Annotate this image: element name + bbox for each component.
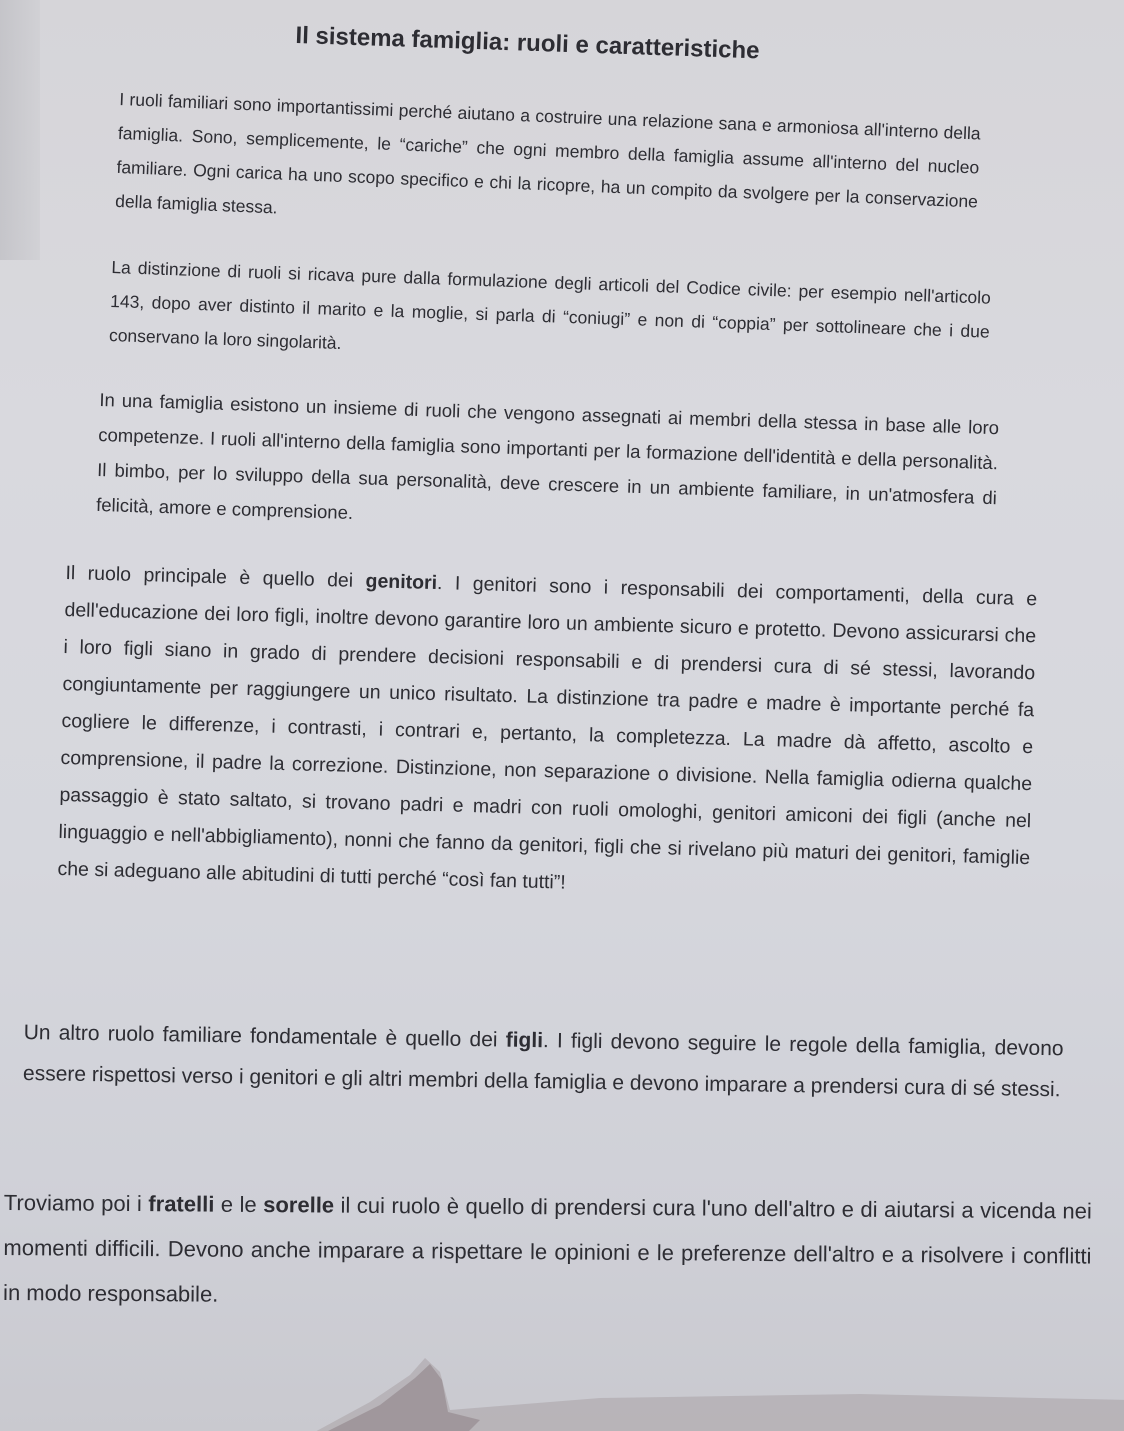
hand-shadow-graphic <box>300 1350 1124 1431</box>
page-edge-shadow <box>0 0 40 260</box>
keyword-genitori: genitori <box>365 570 438 595</box>
paragraph-genitori <box>57 555 1038 914</box>
paragraph-codice-civile: La distinzione di ruoli si ricava pure dalla formulazione degli articoli del Codice civile: per esempio nell'articolo 143, dopo aver distinto il marito e la moglie, si parla di “coniugi” e non di “coppia” per sottolineare che i due conservano la loro singolarità. <box>108 256 992 354</box>
paragraph-text: Un altro ruolo familiare fondamentale è quello dei <box>23 1020 506 1052</box>
paragraph-insieme-di-ruoli: In una famiglia esistono un insieme di ruoli che vengono assegnati ai membri della stessa in base alle loro competenze. I ruoli all'interno della famiglia sono importanti per la formazione dell'identità e della personalità. Il bimbo, per lo sviluppo della sua personalità, deve crescere in un ambiente familiare, in un'atmosfera di felicità, amore e comprensione. <box>95 388 1000 524</box>
paragraph-fratelli-sorelle <box>3 1180 1092 1324</box>
paragraph-text: Il ruolo principale è quello dei <box>65 561 366 593</box>
paragraph-text: Troviamo poi i <box>3 1189 149 1217</box>
paragraph-text: e le <box>214 1191 264 1218</box>
keyword-sorelle: sorelle <box>263 1192 335 1218</box>
paragraph-text: . I genitori sono i responsabili dei comportamenti, della cura e dell'educazione dei loro figli, inoltre devono garantire loro un ambiente sicuro e protetto. Devono assicurarsi che i loro figli siano in grado di prendere decisioni responsabili e di prendersi cura di sé stessi, lavorando congiuntamente per raggiungere un unico risultato. La distinzione tra padre e madre è importante perché fa cogliere le differenze, i contrasti, i contrari e, pertanto, la completezza. La madre dà affetto, ascolto e comprensione, il padre la correzione. Distinzione, non separazione o divisione. Nella famiglia odierna qualche passaggio è stato saltato, si trovano padri e madri con ruoli omologhi, genitori amiconi dei figli (anche nel linguaggio e nell'abbigliamento), nonni che fanno da genitori, figli che si rivelano più maturi dei genitori, famiglie che si adeguano alle abitudini di tutti perché “così fan tutti”! <box>57 572 1038 894</box>
paragraph-figli <box>23 1012 1064 1110</box>
document-title: Il sistema famiglia: ruoli e caratteristiche <box>295 22 760 65</box>
paragraph-ruoli-familiari: I ruoli familiari sono importantissimi perché aiutano a costruire una relazione sana e armoniosa all'interno della famiglia. Sono, semplicemente, le “cariche” che ogni membro della famiglia assume all'interno del nucleo familiare. Ogni carica ha uno scopo specifico e chi la ricopre, ha un compito da svolgere per la conservazione della famiglia stessa. <box>114 88 982 218</box>
paragraph-text: . I figli devono seguire le regole della famiglia, devono essere rispettosi verso i genitori e gli altri membri della famiglia e devono imparare a prendersi cura di sé stessi. <box>22 1029 1064 1102</box>
paragraph-text: il cui ruolo è quello di prendersi cura l'uno dell'altro e di aiutarsi a vicenda nei momenti difficili. Devono anche imparare a rispettare le opinioni e le preferenze dell'altro e a risolvere i conflitti in modo responsabile. <box>3 1192 1092 1307</box>
keyword-fratelli: fratelli <box>148 1191 215 1217</box>
keyword-figli: figli <box>505 1028 544 1053</box>
